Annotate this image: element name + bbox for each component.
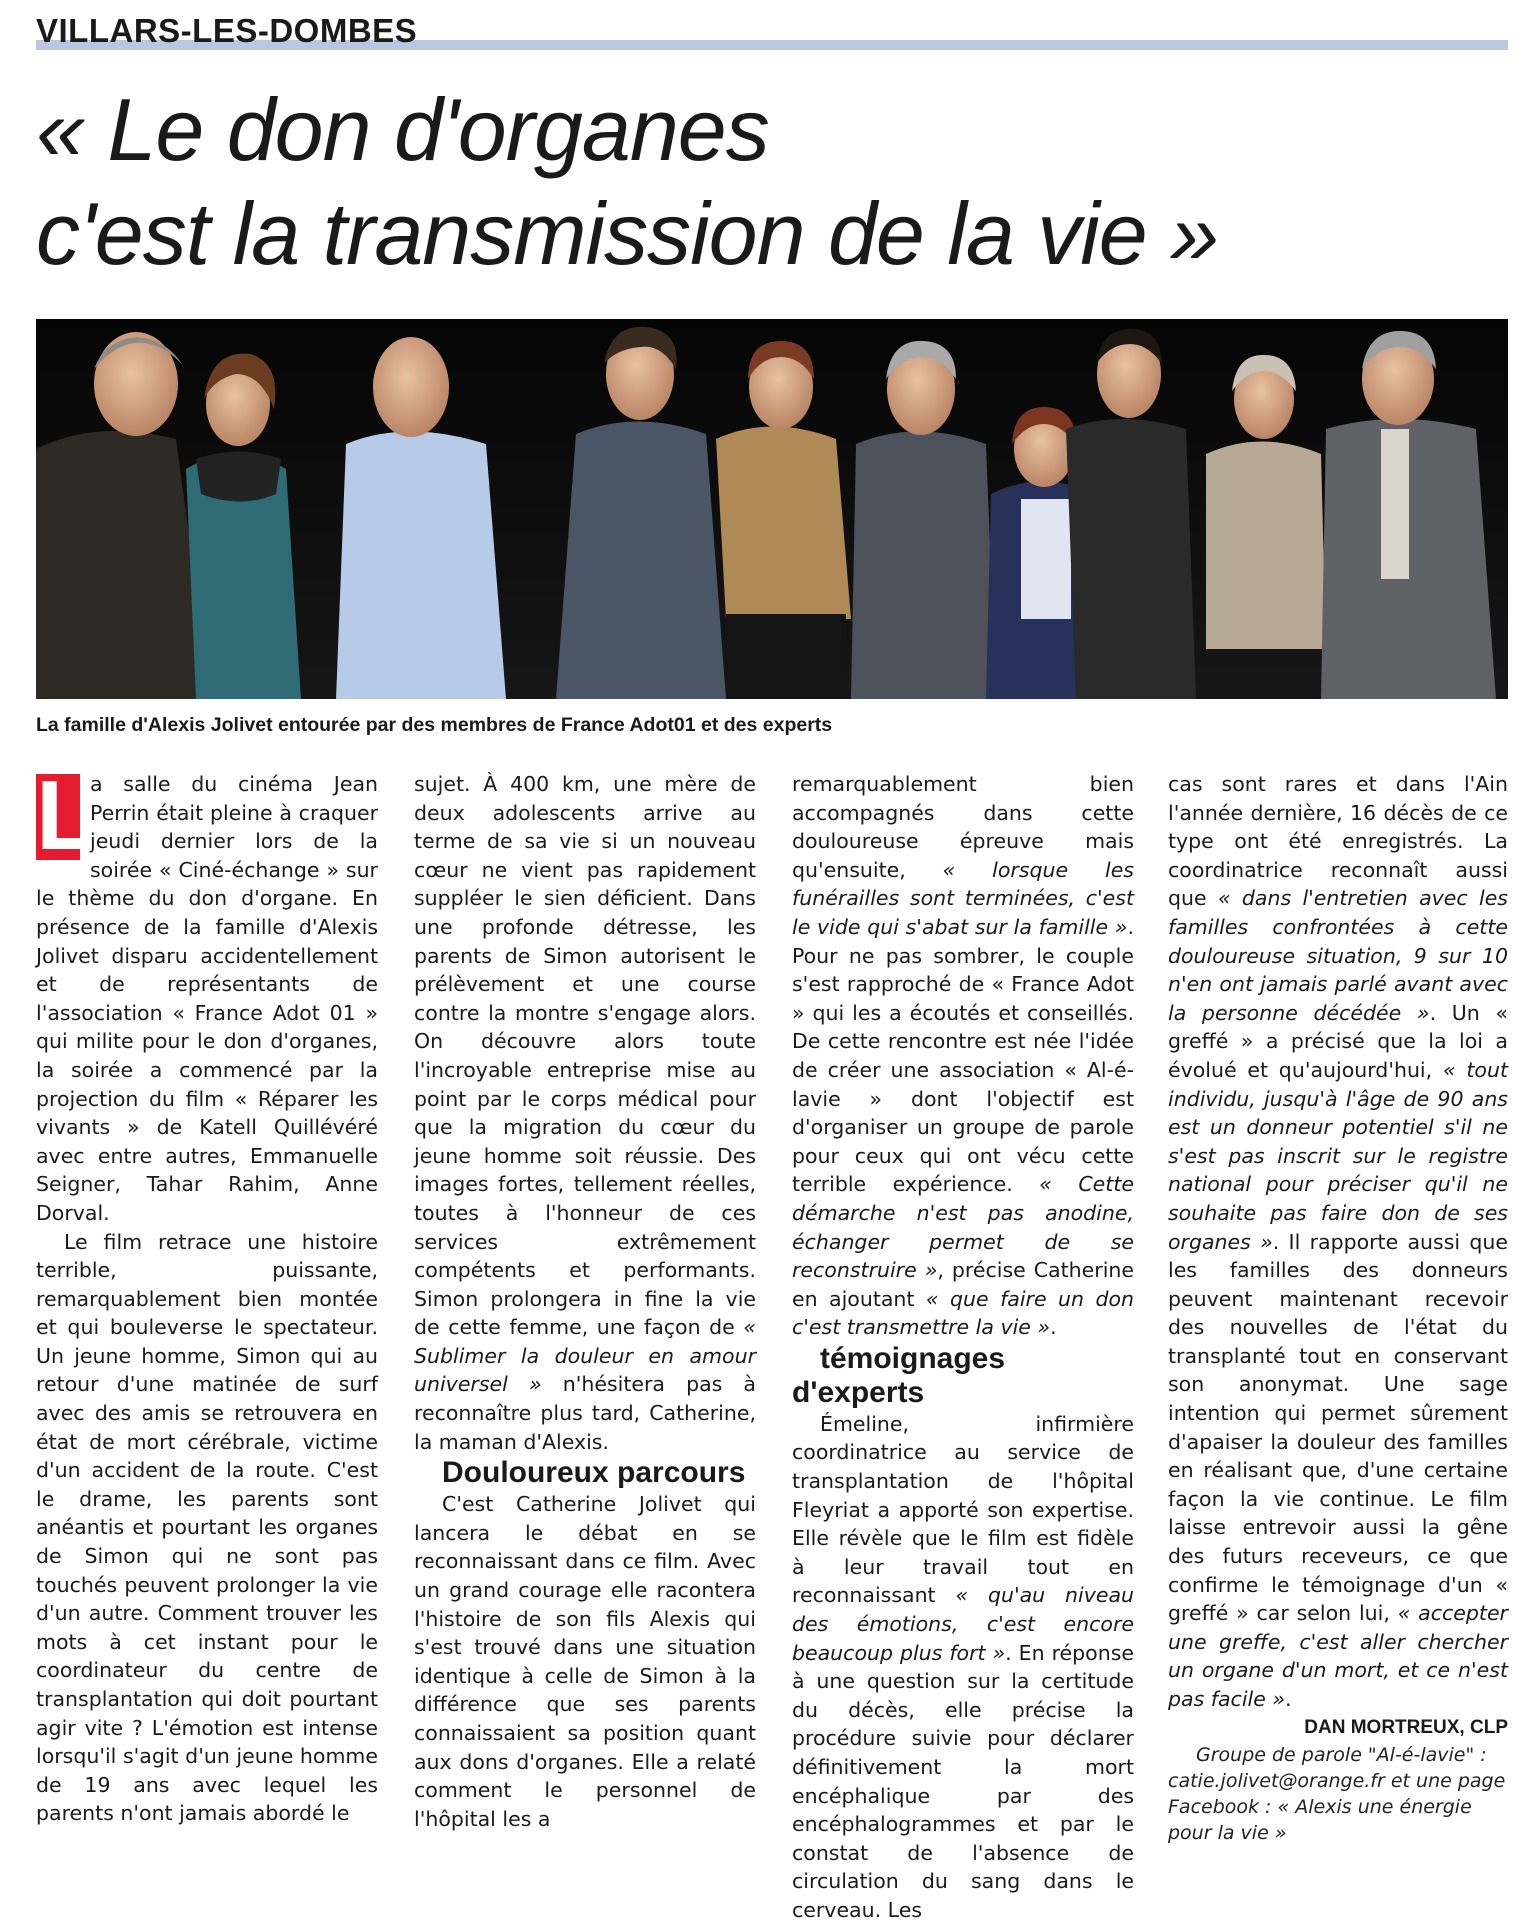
article-paragraph-3-cont [792,770,1134,1342]
author-signature: DAN MORTREUX, CLP [1304,1716,1508,1738]
article-paragraph-2-cont [414,770,756,1456]
paragraph-2-quote: « Sublimer la douleur en amour universel » [414,1315,756,1397]
paragraph-4-quote-3: « tout individu, jusqu'à l'âge de 90 ans est un donneur potentiel s'il ne s'est pas inscrit sur le registre national pour préciser qu'il ne souhaite pas faire don de ses organes » [1168,1057,1509,1254]
paragraph-3-quote-3: « que faire un don c'est transmettre la vie » [792,1286,1134,1340]
paragraph-4-end-2: . [1285,1687,1292,1711]
headline [36,78,1496,286]
article-paragraph-4-cont [1168,770,1508,1714]
paragraph-1-text: a salle du cinéma Jean Perrin était pleine à craquer jeudi dernier lors de la soirée « Ciné-échange » sur le thème du don d'organe. En présence de la famille d'Alexis Jolivet disparu accidentellement et de représentants de l'association « France Adot 01 » qui milite pour le don d'organes, la soirée a commencé par la projection du film « Réparer les vivants » de Katell Quillévéré avec entre autres, Emmanuelle Seigner, Tahar Rahim, Anne Dorval. [36,772,378,1225]
paragraph-3-cont-text: remarquablement bien accompagnés dans cette douloureuse épreuve mais qu'ensuite, [792,772,1134,882]
group-photo [36,319,1508,699]
article-paragraph-1 [36,760,378,1228]
photo-caption: La famille d'Alexis Jolivet entourée par des membres de France Adot01 et des experts [36,714,833,736]
paragraph-4-quote-2: « dans l'entretien avec les familles confrontées à cette douloureuse situation, 9 sur 10 n'en ont jamais parlé avant avec la personne décédée » [1168,886,1508,1025]
headline-line-2: c'est la transmission de la vie » [36,184,1219,283]
paragraph-3-quote-2: « Cette démarche n'est pas anodine, échanger permet de se reconstruire » [792,1172,1134,1283]
article-paragraph-2: Le film retrace une histoire terrible, puissante, remarquablement bien montée et qui bouleverse le spectateur. Un jeune homme, Simon qui au retour d'une matinée de surf avec des amis se retrouvera en état de mort cérébrale, victime d'un accident de la route. C'est le drame, les parents sont anéantis et pourtant les organes de Simon qui ne sont pas touchés peuvent prolonger la vie d'un autre. Comment trouver les mots à cet instant pour le coordinateur du centre de transplantation qui doit pourtant agir vite ? L'émotion est intense lorsqu'il s'agit d'un jeune homme de 19 ans avec lequel les parents n'ont jamais abordé le [36,1229,378,1826]
paragraph-3-end: . [1050,1315,1057,1340]
paragraph-4-mid-2: . Il rapporte aussi que les familles des donneurs peuvent maintenant recevoir des nouvelles de l'état du transplanté tout en conservant son anonymat. Une sage intention qui permet sûrement d'apaiser la douleur des familles en réalisant que, d'une certaine façon la vie continue. Le film laisse entrevoir aussi la gêne des futurs receveurs, ce que confirme le témoignage d'un « greffé » car selon lui, [1168,1229,1508,1626]
paragraph-4-text: Émeline, infirmière coordinatrice au service de transplantation de l'hôpital Fleyriat a apporté son expertise. Elle révèle que le film est fidèle à leur travail tout en reconnaissant [792,1411,1134,1608]
article-column-4 [1168,770,1508,1846]
paragraph-4-cont-text: cas sont rares et dans l'Ain l'année dernière, 16 décès de ce type ont été enregistrés. La coordinatrice reconnaît aussi que [1168,772,1508,911]
section-kicker: VILLARS-LES-DOMBES [36,12,418,49]
paragraph-3-mid-2: , précise Catherine en ajoutant [792,1258,1134,1311]
paragraph-3-quote-1: « lorsque les funérailles sont terminées, c'est le vide qui s'abat sur la famille » [792,857,1134,939]
paragraph-4-mid: . Un « greffé » a précisé que la loi a évolué et qu'aujourd'hui, [1168,1000,1508,1082]
paragraph-4-end: . En réponse à une question sur la certitude du décès, elle précise la procédure suivie pour déclarer définitivement la mort encéphalique par des encéphalogrammes et par le constat de l'absence de circulation du sang dans le cerveau. Les [792,1640,1134,1922]
contact-note: Groupe de parole "Al-é-lavie" : catie.jolivet@orange.fr et une page Facebook : « Alexis une énergie pour la vie » [1168,1744,1506,1845]
headline-line-1: « Le don d'organes [36,80,769,179]
article-paragraph-4 [792,1410,1134,1925]
drop-cap: L [36,760,96,870]
paragraph-2-cont-text: sujet. À 400 km, une mère de deux adolescents arrive au terme de sa vie si un nouveau cœur ne vient pas rapidement suppléer le sien déficient. Dans une profonde détresse, les parents de Simon autorisent le prélèvement et une course contre la montre s'engage alors. On découvre alors toute l'incroyable entreprise mise au point par le corps médical pour que la migration du cœur du jeune homme soit réussie. Des images fortes, tellement réelles, toutes à l'honneur de ces services extrêmement compétents et performants. Simon prolongera in fine la vie de cette femme, une façon de [414,772,756,1340]
paragraph-3-mid: . Pour ne pas sombrer, le couple s'est rapproché de « France Adot » qui les a écoutés et conseillés. De cette rencontre est née l'idée de créer une association « Al-é-lavie » dont l'objectif est d'organiser un groupe de parole pour ceux qui ont vécu cette terrible expérience. [792,914,1134,1197]
subheading-temoignages-experts: témoignages d'experts [792,1341,1006,1409]
article-column-2 [414,770,756,1833]
paragraph-4-quote-4: « accepter une greffe, c'est aller chercher un organe d'un mort, et ce n'est pas facile » [1168,1601,1508,1711]
article-column-3 [792,770,1134,1925]
subheading-douloureux-parcours: Douloureux parcours [442,1456,746,1490]
paragraph-2-end: n'hésitera pas à reconnaître plus tard, Catherine, la maman d'Alexis. [414,1372,756,1454]
paragraph-4-quote: « qu'au niveau des émotions, c'est encore beaucoup plus fort » [792,1583,1134,1665]
article-column-1 [36,760,378,1828]
article-paragraph-3: C'est Catherine Jolivet qui lancera le débat en se reconnaissant dans ce film. Avec un grand courage elle racontera l'histoire de son fils Alexis qui s'est trouvé dans une situation identique à celle de Simon à la différence que ses parents connaissaient sa position quant aux dons d'organes. Elle a relaté comment le personnel de l'hôpital les a [414,1492,756,1831]
